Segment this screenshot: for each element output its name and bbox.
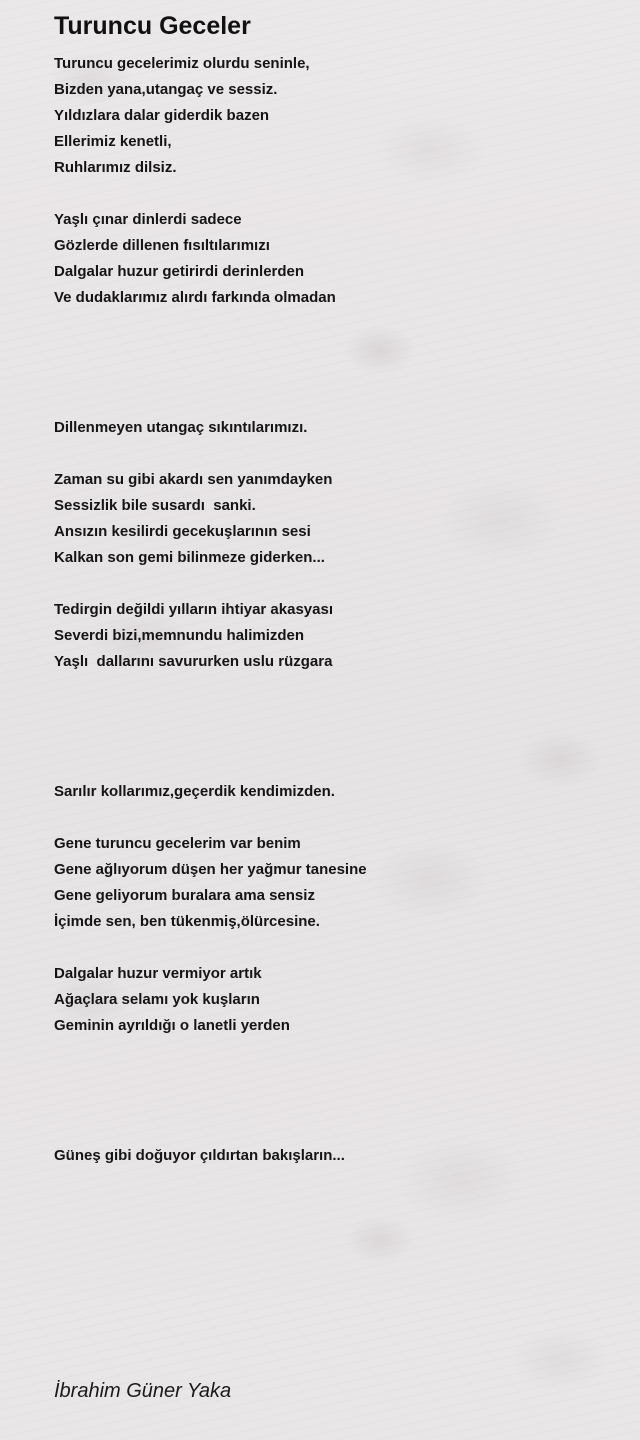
poem-blank-line (54, 675, 614, 701)
poem-blank-line (54, 1117, 614, 1143)
poem-blank-line (54, 753, 614, 779)
poem-line: Zaman su gibi akardı sen yanımdayken (54, 471, 333, 488)
poem-line: Sarılır kollarımız,geçerdik kendimizden. (54, 783, 335, 800)
poem-line: Dalgalar huzur getirirdi derinlerden (54, 263, 305, 280)
poem-line: Turuncu gecelerimiz olurdu seninle, (54, 55, 310, 72)
poem-blank-line (54, 701, 614, 727)
poem-line: Ve dudaklarımız alırdı farkında olmadan (54, 289, 336, 306)
poem-blank-line (54, 363, 614, 389)
poem-line: Ellerimiz kenetli, (54, 133, 172, 150)
poem-line: Gene geliyorum buralara ama sensiz (54, 887, 315, 904)
poem-line: Geminin ayrıldığı o lanetli yerden (54, 1017, 290, 1034)
poem-blank-line (54, 935, 614, 961)
poem-blank-line (54, 1065, 614, 1091)
poem-line: İçimde sen, ben tükenmiş,ölürcesine. (54, 913, 320, 930)
poem-author: İbrahim Güner Yaka (54, 1380, 232, 1402)
poem-line: Ansızın kesilirdi gecekuşlarının sesi (54, 523, 311, 540)
poem-blank-line (54, 805, 614, 831)
poem-line: Gözlerde dillenen fısıltılarımızı (54, 237, 270, 254)
poem-line: Yaşlı dallarını savururken uslu rüzgara (54, 653, 333, 670)
poem-blank-line (54, 389, 614, 415)
poem-line: Ağaçlara selamı yok kuşların (54, 991, 260, 1008)
poem-line: Güneş gibi doğuyor çıldırtan bakışların... (54, 1147, 345, 1164)
poem-blank-line (54, 311, 614, 337)
poem-blank-line (54, 571, 614, 597)
poem-line: Yaşlı çınar dinlerdi sadece (54, 211, 242, 228)
poem-body (54, 51, 614, 1169)
poem-blank-line (54, 337, 614, 363)
poem-line: Tedirgin değildi yılların ihtiyar akasyası (54, 601, 333, 618)
poem-title: Turuncu Geceler (54, 12, 251, 40)
poem-line: Bizden yana,utangaç ve sessiz. (54, 81, 278, 98)
poem-line: Severdi bizi,memnundu halimizden (54, 627, 305, 644)
poem-line: Kalkan son gemi bilinmeze giderken... (54, 549, 325, 566)
poem-line: Sessizlik bile susardı sanki. (54, 497, 256, 514)
poem-blank-line (54, 1091, 614, 1117)
poem-line: Gene ağlıyorum düşen her yağmur tanesine (54, 861, 367, 878)
poem-blank-line (54, 1039, 614, 1065)
poem-line: Gene turuncu gecelerim var benim (54, 835, 301, 852)
poem-line: Ruhlarımız dilsiz. (54, 159, 177, 176)
poem-line: Dalgalar huzur vermiyor artık (54, 965, 262, 982)
poem-blank-line (54, 441, 614, 467)
poem-blank-line (54, 181, 614, 207)
poem-line: Dillenmeyen utangaç sıkıntılarımızı. (54, 419, 308, 436)
poem-blank-line (54, 727, 614, 753)
poem-line: Yıldızlara dalar giderdik bazen (54, 107, 270, 124)
